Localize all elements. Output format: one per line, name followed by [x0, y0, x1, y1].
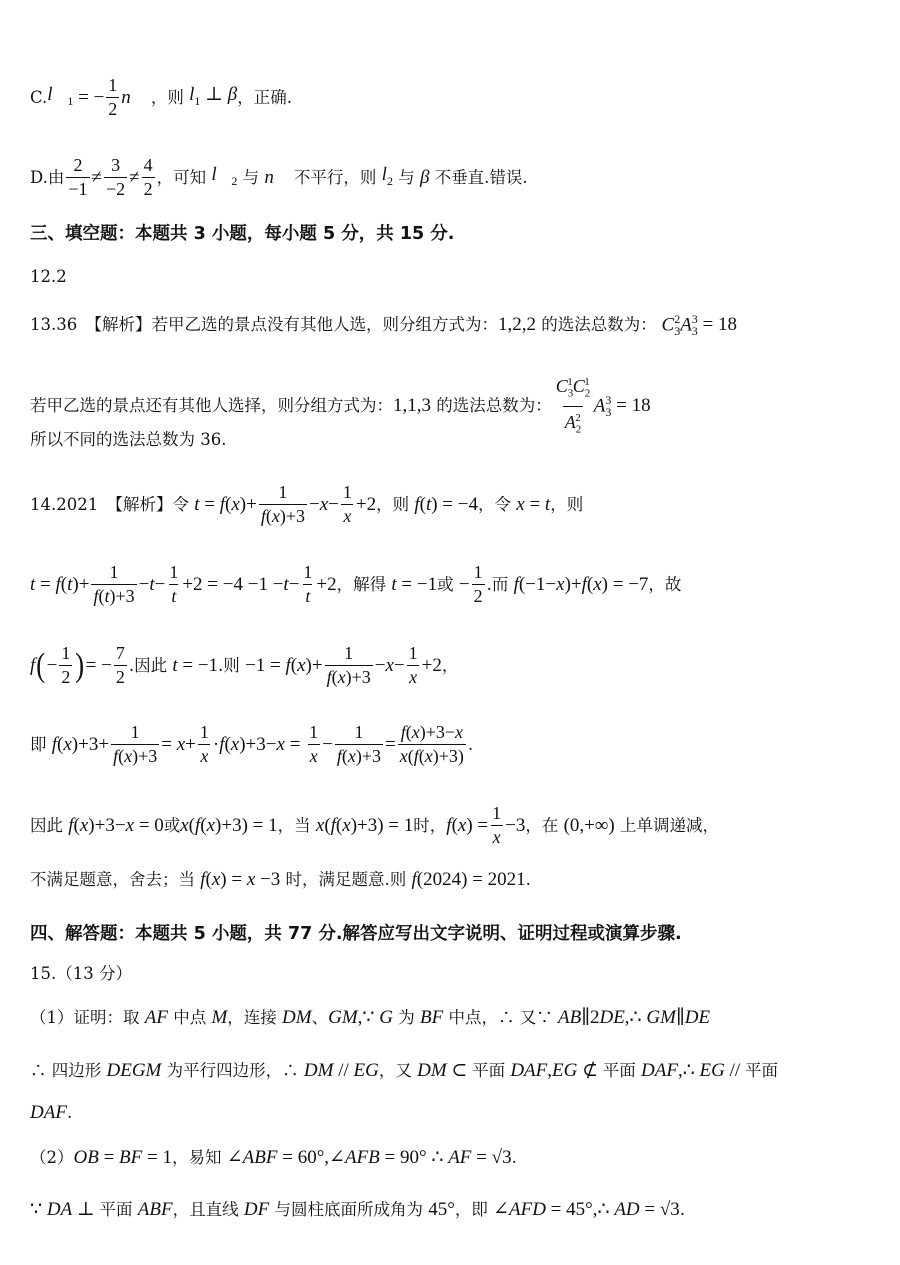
- part-2-line-2: ∵ DA ⊥ 平面 ABF ，且直线 DF 与圆柱底面所成角为 45° ，即 ∠ AFD = 45°,∴ AD = √3 .: [30, 1199, 686, 1220]
- answer-14-line-3: f ( − $\frac{1}{2}$ ) = − $\frac{7}{2}$ .因此 t = −1 .则 −1 = f ( x )+ $\frac{1}{f(x)+3}$ − x − $\frac{1}{x}$ +2 ，: [30, 643, 459, 687]
- answer-13-line-1: 13.36 【解析】若甲乙选的景点没有其他人选，则分组方式为： 1,2,2 的选法总数为： $C_3^2A_3^3$ = 18: [30, 312, 738, 339]
- answer-14-line-1: 14.2021 【解析】令 t = f ( x )+ $\frac{1}{f(x)+3}$ − x − $\frac{1}{x}$ +2 ，则 f ( t ) = −4 ，令 x = t ，则: [30, 482, 584, 526]
- answer-13-line-3: 所以不同的选法总数为 36.: [30, 430, 227, 449]
- part-1-line-1: （1）证明：取 AF 中点 M ，连接 DM 、 GM ,∵ G 为 BF 中点，∴ 又∵ AB ∥ 2 DE ,∴ GM ∥ DE: [30, 1007, 711, 1028]
- answer-14-line-5: 因此 f ( x )+3− x = 0 或 x ( f ( x )+3) = 1 ，当 x ( f ( x )+3) = 1 时， f ( x ) = $\frac{1}{x}$ −3 ，在 (0,+∞) 上单调递减，: [30, 803, 720, 847]
- answer-13-line-2: 若甲乙选的景点还有其他人选择，则分组方式为： 1,1,3 的选法总数为： $\frac{C_3^1C_2^1}{A_2^2}$ $A_3^3$ = 18: [30, 372, 870, 440]
- option-c-line: C. $l⃗_1$ = − $\frac{1}{2}$ n⃗ ，则 $l_1$ ⊥ β ，正确.: [30, 75, 292, 119]
- option-d-line: D.由 $\frac{2}{-1}$ ≠ $\frac{3}{-2}$ ≠ $\frac{4}{2}$ ，可知 $l⃗_2$ 与 n⃗ 不平行，则 $l_2$ 与 β 不垂直.错误.: [30, 155, 528, 199]
- answer-14-line-6: 不满足题意，舍去；当 f ( x ) = x −3 时，满足题意.则 f (2024) = 2021 .: [30, 869, 531, 890]
- section-4-heading: 四、解答题：本题共 5 小题，共 77 分.解答应写出文字说明、证明过程或演算步骤.: [30, 924, 682, 944]
- answer-12: 12.2: [30, 267, 67, 286]
- part-1-line-3: DAF .: [30, 1102, 73, 1123]
- part-2-line-1: （2） OB = BF = 1 ，易知 ∠ ABF = 60°,∠ AFB = 90° ∴ AF = √3 .: [30, 1147, 517, 1168]
- question-15-header: 15.（13 分）: [30, 964, 132, 983]
- part-1-line-2: ∴ 四边形 DEGM 为平行四边形，∴ DM // EG ，又 DM ⊂ 平面 DAF , EG ⊄ 平面 DAF ,∴ EG // 平面: [30, 1060, 778, 1081]
- answer-14-line-2: t = f ( t )+ $\frac{1}{f(t)+3}$ − t − $\frac{1}{t}$ +2 = −4 −1 − t − $\frac{1}{t}$ +2 ，解得 t = −1 或 − $\frac{1}{2}$ .而 f (−1− x )+ f ( x ) = −7 ，故: [30, 562, 682, 606]
- section-3-heading: 三、填空题：本题共 3 小题，每小题 5 分，共 15 分.: [30, 224, 455, 244]
- answer-14-line-4: 即 f ( x )+3+ $\frac{1}{f(x)+3}$ = x + $\frac{1}{x}$ · f ( x )+3− x = $\frac{1}{x}$ − $\frac{1}{f(x)+3}$ = $\frac{f(x)+3-x}{x(f(x)+3)}$ .: [30, 722, 474, 766]
